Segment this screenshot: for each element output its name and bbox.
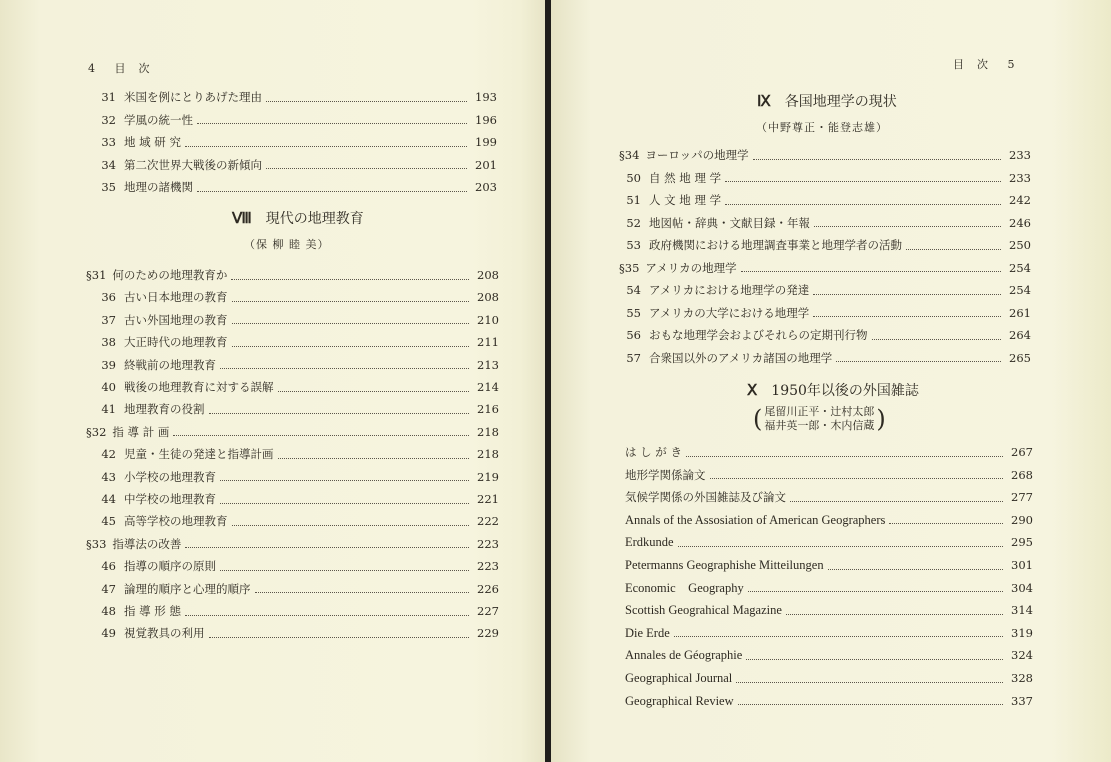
chapter-number: Ⅸ (757, 93, 771, 110)
toc-entry (625, 509, 1033, 531)
toc-entry (90, 600, 499, 622)
entry-number: 41 (101, 402, 116, 417)
entry-title: 高等学校の地理教育 (124, 514, 228, 529)
toc-entry (615, 212, 1031, 234)
toc-entry (90, 555, 499, 577)
entry-number: 47 (101, 581, 116, 596)
leader-dots (814, 226, 1001, 227)
entry-title: 人 文 地 理 学 (649, 193, 722, 207)
entry-number: 38 (101, 335, 116, 350)
leader-dots (278, 458, 470, 459)
entry-page: 268 (1011, 467, 1033, 482)
leader-dots (813, 294, 1001, 295)
entry-number: 37 (101, 312, 116, 327)
entry-title: 地理の諸機関 (124, 180, 193, 194)
toc-entry (90, 286, 499, 308)
section-number: §32 (86, 424, 107, 439)
leader-dots (232, 525, 470, 526)
toc-entry (625, 690, 1033, 712)
chapter-title: 各国地理学の現状 (784, 94, 897, 110)
entry-page: 277 (1011, 490, 1033, 505)
toc-entry (619, 144, 1031, 166)
leader-dots (278, 391, 470, 392)
entry-page: 254 (1009, 260, 1031, 275)
entry-page: 267 (1011, 445, 1033, 459)
leader-dots (790, 501, 1003, 502)
toc-entry (625, 667, 1033, 689)
entry-page: 265 (1009, 350, 1031, 365)
entry-title: アメリカの大学における地理学 (649, 305, 810, 320)
entry-title: 小学校の地理教育 (124, 469, 216, 484)
leader-dots (185, 146, 467, 147)
chapter-heading (757, 91, 897, 111)
entry-title: 政府機関における地理調査事業と地理学者の活動 (649, 238, 902, 252)
toc-entry (90, 443, 499, 465)
entry-number: 45 (101, 514, 116, 529)
entry-title: アメリカにおける地理学の発達 (649, 283, 810, 297)
leader-dots (185, 615, 469, 616)
leader-dots (872, 339, 1002, 340)
entry-title: 視覚教具の利用 (124, 626, 205, 641)
entry-number: 39 (101, 357, 116, 372)
entry-title: Annales de Géographie (625, 648, 743, 663)
entry-page: 250 (1009, 238, 1031, 252)
toc-entry (625, 644, 1033, 666)
running-head: 目 次 (953, 58, 989, 71)
entry-title: 第二次世界大戦後の新傾向 (124, 157, 262, 172)
left-page (0, 0, 545, 762)
entry-title: 地図帖・辞典・文献目録・年報 (649, 215, 810, 230)
entry-page: 314 (1011, 603, 1033, 618)
entry-title: 中学校の地理教育 (124, 492, 216, 506)
toc-entry (625, 486, 1033, 508)
leader-dots (725, 204, 1001, 205)
toc-entry (615, 234, 1031, 256)
leader-dots (748, 591, 1003, 592)
entry-page: 301 (1011, 558, 1033, 572)
entry-number: 46 (101, 559, 116, 574)
entry-number: 31 (101, 90, 116, 104)
toc-entry (86, 421, 499, 443)
leader-dots (209, 637, 470, 638)
leader-dots (889, 523, 1003, 524)
entry-page: 223 (477, 559, 499, 574)
right-page (551, 0, 1111, 762)
leader-dots (746, 659, 1003, 660)
toc-entry (90, 398, 499, 420)
entry-title: 古い日本地理の教育 (124, 290, 228, 305)
entry-page: 193 (475, 90, 497, 104)
left-page-header (88, 60, 151, 76)
entry-page: 261 (1009, 305, 1031, 320)
toc-entry (90, 376, 499, 398)
entry-title: 学風の統一性 (124, 112, 193, 127)
leader-dots (786, 614, 1003, 615)
toc-entry (90, 86, 497, 108)
toc-entry (619, 257, 1031, 279)
toc-entry (625, 531, 1033, 553)
entry-title: Economic Geography (625, 580, 744, 595)
leader-dots (220, 368, 469, 369)
entry-page: 208 (477, 268, 499, 282)
leader-dots (753, 159, 1001, 160)
entry-title: 古い外国地理の教育 (124, 312, 228, 327)
authors-line-1: 尾留川正平・辻村太郎 (764, 405, 875, 418)
entry-number: 36 (101, 290, 116, 305)
entry-number: 34 (101, 157, 116, 172)
entry-title: 戦後の地理教育に対する誤解 (124, 380, 274, 394)
entry-page: 227 (477, 604, 499, 618)
entry-title: 大正時代の地理教育 (124, 335, 228, 350)
toc-entry (90, 622, 499, 644)
toc-entry (625, 599, 1033, 621)
toc-entry (90, 109, 497, 131)
entry-page: 295 (1011, 535, 1033, 550)
entry-page: 210 (477, 312, 499, 327)
toc-entry (625, 622, 1033, 644)
leader-dots (232, 323, 470, 324)
entry-page: 229 (477, 626, 499, 641)
leader-dots (686, 456, 1003, 457)
leader-dots (813, 316, 1001, 317)
toc-entry (86, 533, 499, 555)
toc-entry (615, 347, 1031, 369)
entry-page: 219 (477, 469, 499, 484)
toc-entry (90, 131, 497, 153)
toc-entry (615, 189, 1031, 211)
entry-title: 地理教育の役割 (124, 402, 205, 417)
page-number: 4 (88, 62, 96, 75)
entry-page: 233 (1009, 170, 1031, 185)
leader-dots (232, 346, 470, 347)
entry-title: 自 然 地 理 学 (649, 170, 722, 185)
toc-entry (625, 554, 1033, 576)
leader-dots (710, 478, 1004, 479)
entry-title: 指 導 計 画 (112, 424, 170, 439)
chapter-heading (747, 380, 919, 400)
entry-title: おもな地理学会およびそれらの定期刊行物 (649, 328, 868, 342)
leader-dots (266, 101, 467, 102)
entry-page: 199 (475, 135, 497, 149)
entry-title: アメリカの地理学 (645, 260, 737, 275)
entry-page: 242 (1009, 193, 1031, 207)
leader-dots (255, 592, 470, 593)
toc-entry (90, 354, 499, 376)
toc-entry (615, 167, 1031, 189)
leader-dots (209, 413, 470, 414)
entry-number: 35 (101, 180, 116, 194)
chapter-number: Ⅹ (747, 382, 758, 399)
entry-title: Geographical Journal (625, 671, 733, 685)
entry-title: 気候学関係の外国雑誌及び論文 (625, 490, 786, 505)
toc-entry (90, 510, 499, 532)
toc-entry (90, 176, 497, 198)
toc-entry (625, 464, 1033, 486)
chapter-authors: （中野尊正・能登志雄） (756, 121, 888, 134)
entry-number: 55 (626, 305, 641, 320)
entry-title: 地形学関係論文 (625, 467, 706, 482)
entry-title: 終戦前の地理教育 (124, 357, 216, 372)
entry-title: Die Erde (625, 625, 670, 640)
entry-number: 44 (101, 492, 116, 506)
entry-page: 223 (477, 536, 499, 551)
entry-number: 57 (626, 350, 641, 365)
open-paren: ( (753, 405, 763, 433)
entry-title: 地 域 研 究 (124, 135, 181, 149)
leader-dots (738, 704, 1003, 705)
entry-title: 合衆国以外のアメリカ諸国の地理学 (649, 350, 833, 365)
entry-page: 290 (1011, 512, 1033, 527)
authors-line-2: 福井英一郎・木内信蔵 (764, 419, 875, 432)
entry-page: 264 (1009, 328, 1031, 342)
toc-entry (625, 441, 1033, 463)
entry-number: 40 (101, 380, 116, 394)
entry-page: 324 (1011, 648, 1033, 663)
leader-dots (197, 191, 467, 192)
section-number: §35 (619, 260, 640, 275)
chapter-authors (753, 405, 886, 433)
entry-title: ヨーロッパの地理学 (645, 148, 749, 162)
entry-page: 304 (1011, 580, 1033, 595)
entry-number: 54 (626, 283, 641, 297)
entry-title: Annals of the Assosiation of American Geographers (625, 512, 886, 527)
leader-dots (736, 682, 1003, 683)
entry-title: Erdkunde (625, 535, 674, 550)
toc-entry (86, 264, 499, 286)
entry-number: 42 (101, 447, 116, 462)
entry-number: 52 (626, 215, 641, 230)
leader-dots (220, 503, 469, 504)
page-number: 5 (1007, 58, 1016, 71)
leader-dots (197, 123, 467, 124)
toc-entry (90, 488, 499, 510)
leader-dots (266, 168, 467, 169)
entry-title: 指 導 形 態 (124, 604, 181, 618)
entry-number: 53 (626, 238, 641, 252)
entry-page: 201 (475, 157, 497, 172)
toc-entry (90, 331, 499, 353)
toc-entry (90, 309, 499, 331)
chapter-heading (232, 208, 364, 228)
toc-entry (625, 577, 1033, 599)
toc-entry (90, 466, 499, 488)
entry-page: 222 (477, 514, 499, 529)
entry-page: 221 (477, 492, 499, 506)
entry-page: 203 (475, 180, 497, 194)
close-paren: ) (876, 405, 886, 433)
leader-dots (173, 435, 469, 436)
entry-number: 50 (626, 170, 641, 185)
entry-page: 337 (1011, 693, 1033, 708)
chapter-title: 1950年以後の外国雑誌 (771, 383, 919, 399)
entry-page: 246 (1009, 215, 1031, 230)
entry-page: 211 (477, 335, 499, 350)
right-page-header (953, 56, 1016, 72)
entry-title: 指導法の改善 (112, 536, 182, 551)
entry-page: 208 (477, 290, 499, 305)
leader-dots (232, 301, 470, 302)
entry-title: Petermanns Geographishe Mitteilungen (625, 558, 824, 572)
entry-page: 254 (1009, 283, 1031, 297)
chapter-title: 現代の地理教育 (265, 211, 364, 227)
entry-title: 論理的順序と心理的順序 (124, 581, 251, 596)
entry-number: 49 (101, 626, 116, 641)
chapter-authors: （保 柳 睦 美） (244, 238, 330, 251)
section-number: §34 (619, 148, 640, 162)
entry-number: 43 (101, 469, 116, 484)
leader-dots (220, 570, 469, 571)
leader-dots (231, 279, 469, 280)
entry-number: 32 (101, 112, 116, 127)
entry-title: 児童・生徒の発達と指導計画 (124, 447, 274, 462)
entry-page: 214 (477, 380, 499, 394)
section-number: §31 (86, 268, 107, 282)
toc-entry (615, 324, 1031, 346)
running-head: 目 次 (114, 62, 151, 75)
entry-page: 216 (477, 402, 499, 417)
entry-page: 319 (1011, 625, 1033, 640)
section-number: §33 (86, 536, 107, 551)
entry-page: 226 (477, 581, 499, 596)
entry-number: 33 (101, 135, 116, 149)
leader-dots (678, 546, 1003, 547)
entry-number: 56 (626, 328, 641, 342)
entry-page: 233 (1009, 148, 1031, 162)
leader-dots (836, 361, 1001, 362)
leader-dots (220, 480, 469, 481)
leader-dots (725, 181, 1001, 182)
entry-page: 196 (475, 112, 497, 127)
toc-entry (615, 302, 1031, 324)
entry-page: 213 (477, 357, 499, 372)
entry-number: 51 (626, 193, 641, 207)
toc-entry (615, 279, 1031, 301)
toc-entry (90, 154, 497, 176)
toc-entry (90, 578, 499, 600)
leader-dots (674, 636, 1003, 637)
entry-title: は し が き (625, 445, 682, 459)
entry-page: 218 (477, 447, 499, 462)
entry-title: Scottish Geograhical Magazine (625, 603, 782, 618)
entry-number: 48 (101, 604, 116, 618)
entry-title: 米国を例にとりあげた理由 (124, 90, 262, 104)
leader-dots (741, 271, 1001, 272)
entry-title: 何のための地理教育か (112, 268, 228, 282)
entry-title: 指導の順序の原則 (124, 559, 216, 574)
entry-page: 328 (1011, 671, 1033, 685)
chapter-number: Ⅷ (232, 210, 252, 227)
leader-dots (828, 569, 1003, 570)
entry-page: 218 (477, 424, 499, 439)
entry-title: Geographical Review (625, 693, 734, 708)
leader-dots (906, 249, 1001, 250)
leader-dots (185, 547, 469, 548)
